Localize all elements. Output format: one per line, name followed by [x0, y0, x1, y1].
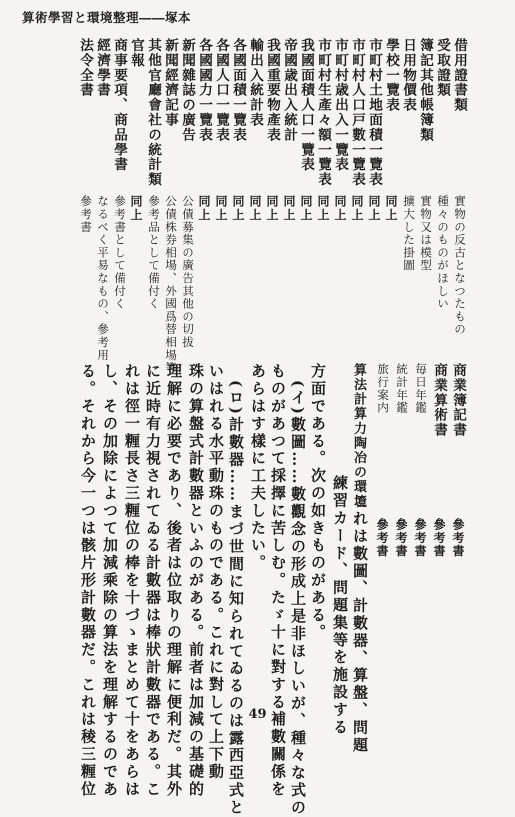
reference-book: 旅行案内 [376, 363, 390, 415]
material-note: 同上 [248, 195, 262, 222]
body-line: (ロ)計數器……まづ世間に知られてゐるのは露西亞式と [227, 380, 245, 817]
body-line: あらはす樣に工夫したい。 [249, 363, 267, 572]
reference-note: 參考書 [451, 518, 465, 558]
material-item: 受取證類 [434, 38, 450, 98]
material-item: 經濟學書 [94, 38, 110, 98]
material-item: 各國面積一覽表 [230, 38, 246, 143]
body-line: これは數圖、計數器、算盤、問題 [351, 493, 369, 754]
material-item: 市町村人口戸數一覽表 [349, 38, 365, 187]
material-note: 參考品として備付く [147, 195, 161, 311]
material-item: 官報 [128, 38, 144, 68]
material-note: 參考書として備付く [113, 195, 127, 311]
reference-note: 參考書 [413, 518, 427, 558]
material-note: 實物の反古となつたもの [453, 195, 467, 336]
material-note: 公債株券相場、外國爲替相場等 [164, 195, 178, 375]
body-line: れは徑一糎長さ三糎位の棒を十づゝまとめて十をあらは [123, 363, 141, 798]
material-item: 我國面積人口一覽表 [298, 38, 314, 173]
material-item: 借用證書類 [451, 38, 467, 113]
reference-book: 毎日年鑑 [414, 363, 428, 415]
material-note: 種々のものがほしい [436, 195, 450, 311]
reference-book: 商業簿記書 [450, 363, 466, 438]
material-note: 參考書 [79, 195, 93, 234]
material-item: 市町村生產々額一覽表 [315, 38, 331, 187]
body-line: (イ)數圖……數觀念の形成上是非ほしいが、種々な式の [289, 380, 307, 817]
material-item: 各國國力一覽表 [196, 38, 212, 143]
material-note: なるべく平易なもの、參考用 [96, 195, 110, 362]
material-item: 簿記其他帳簿類 [417, 38, 433, 143]
body-line: 珠の算盤式計數器といふのがある。前者は加減の基礎的 [187, 363, 205, 798]
running-header: 算術學習と環境整理――塚本 [22, 10, 192, 25]
material-note: 同上 [231, 195, 245, 222]
material-item: 新聞雜誌の廣告 [179, 38, 195, 143]
material-item: 輸出入統計表 [247, 38, 263, 128]
material-item: 我國重要物產表 [264, 38, 280, 143]
material-note: 同上 [384, 195, 398, 222]
body-line: ものがあつて採擇に苦しむ。たゞ十に對する補數關係を [269, 363, 287, 798]
material-note: 同上 [197, 195, 211, 222]
body-line: いはれる水平動珠のものである。これに對して上下動 [207, 363, 225, 781]
material-note: 同上 [129, 195, 143, 222]
reference-note: 參考書 [394, 518, 408, 558]
material-item: 商事要項、商品學書 [111, 38, 127, 173]
reference-note: 參考書 [375, 518, 389, 558]
material-item: 學校一覽表 [383, 38, 399, 113]
material-note: 同上 [350, 195, 364, 222]
material-item: 帝國歳出入統計 [281, 38, 297, 143]
body-line: に近時有力視されてゐる計數器は棒狀計數器である。こ [144, 363, 162, 798]
reference-book: 統計年鑑 [395, 363, 409, 415]
material-item: 其他官廳會社の統計類 [145, 38, 161, 187]
body-line: 理解に必要であり、後者は位取りの理解に便利だ。其外 [165, 363, 183, 798]
body-line: 方面である。次の如きものがある。 [309, 363, 327, 642]
material-note: 同上 [333, 195, 347, 222]
material-note: 同上 [265, 195, 279, 222]
reference-book: 商業算術書 [431, 363, 447, 438]
material-item: 法令全書 [77, 38, 93, 98]
reference-note: 參考書 [432, 518, 446, 558]
material-item: 各國人口一覽表 [213, 38, 229, 143]
material-note: 同上 [299, 195, 313, 222]
material-item: 市町村土地面積一覽表 [366, 38, 382, 187]
material-item: 市町村歳出入一覽表 [332, 38, 348, 173]
material-note: 擴大した掛圖 [402, 195, 416, 272]
section-heading: 算法計算力陶冶の環境 [351, 363, 366, 509]
body-line: 練習カード、問題集等を施設する [331, 475, 349, 736]
material-item: 新聞經濟記事 [162, 38, 178, 128]
material-note: 公債募集の廣告其他の切拔 [181, 195, 195, 349]
material-note: 同上 [316, 195, 330, 222]
material-item: 日用物價表 [400, 38, 416, 113]
body-line: る。それから今一つは骸片形計數器だ。これは稜三糎位 [79, 363, 97, 798]
material-note: 同上 [282, 195, 296, 222]
page-number: 49 [248, 707, 267, 722]
material-note: 實物又は模型 [419, 195, 433, 272]
material-note: 同上 [214, 195, 228, 222]
body-line: し、その加除によつて加減乘除の算法を理解するのであ [101, 363, 119, 798]
material-note: 同上 [367, 195, 381, 222]
